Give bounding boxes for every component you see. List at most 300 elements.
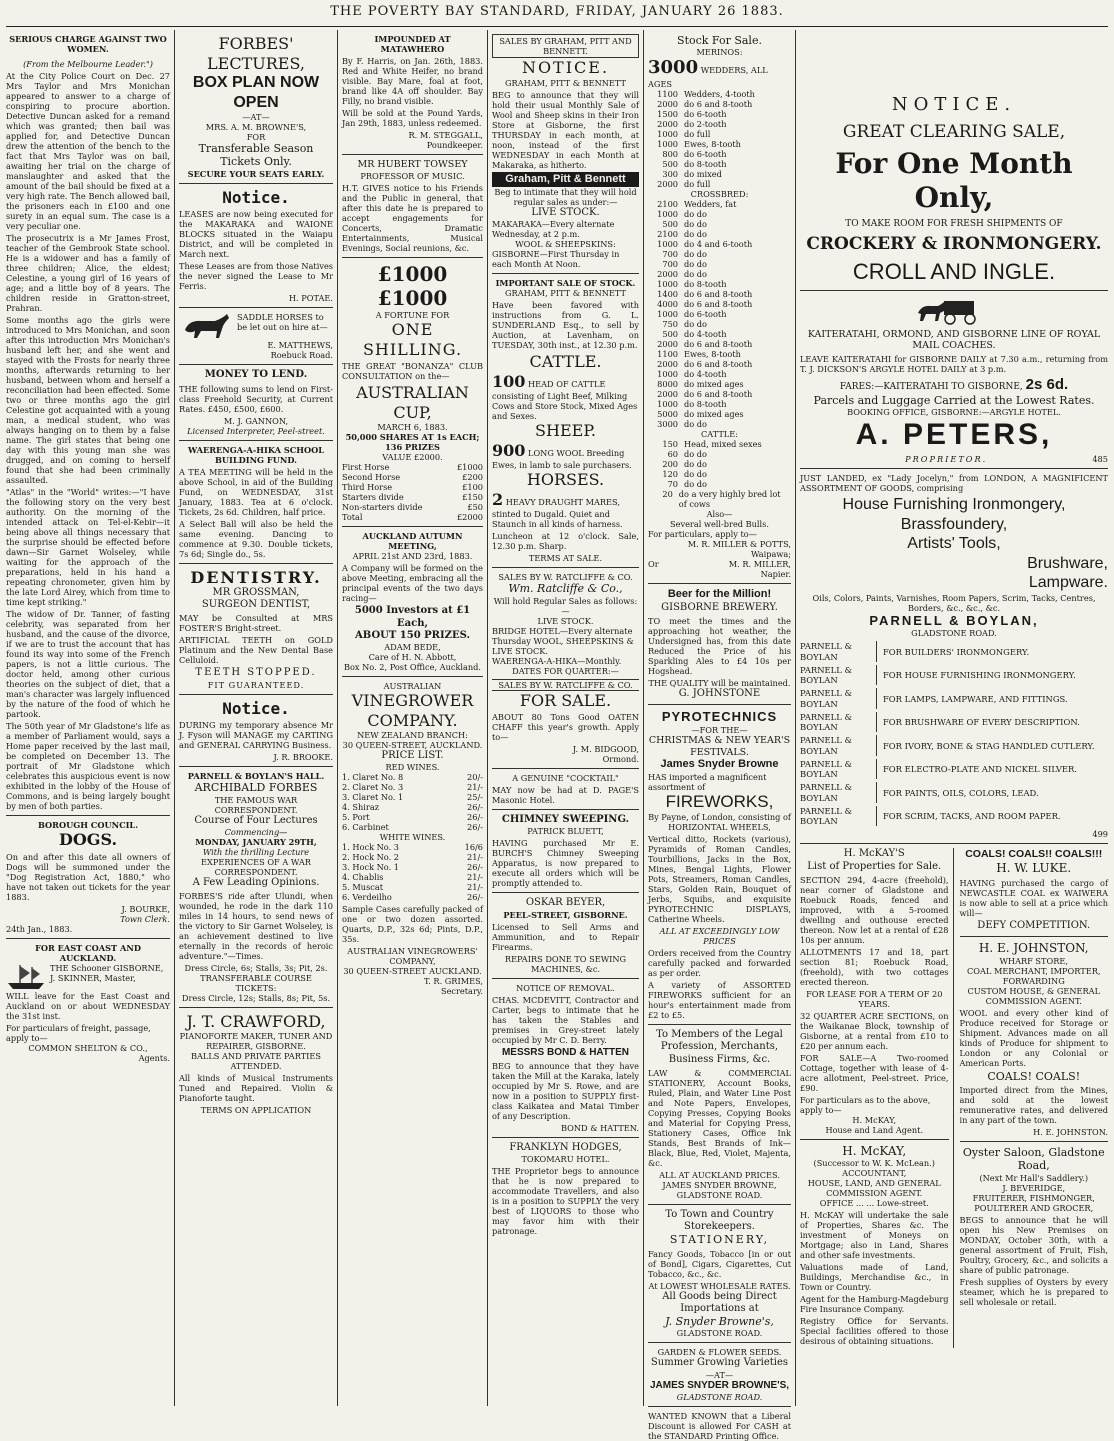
stock-table (648, 199, 791, 429)
stock-row (648, 89, 791, 99)
ad-text: Will hold Regular Sales as follows:— (493, 595, 638, 616)
divider (179, 1007, 333, 1008)
ad-title: VINEGROWER COMPANY. (351, 690, 474, 730)
stock-row (648, 229, 791, 239)
divider (342, 154, 483, 155)
wine-list (342, 772, 483, 832)
ad-text: FIT GUARANTEED. (207, 679, 305, 690)
product-line: FOR SCRIM, TACKS, AND ROOM PAPER. (883, 811, 1061, 822)
ad-text: A Select Ball will also be held the same evening. Dancing to commence at 9.30. Double tickets, 7s 6d; Single do., 5s. (179, 518, 333, 559)
stock-count: 1000 (657, 279, 678, 290)
ad-text: FOR SALE—A Two-roomed Cottage, together with lease of 4-acre allotment, Peel-street. Price, £90. (800, 1052, 949, 1093)
ad-text: HEAD OF CATTLE consisting of Light Beef, Milking Cows and Store Stock, Mixed Ages and Sexes. (492, 378, 638, 422)
ad-title: SALES BY W. RATCLIFFE & CO. (492, 679, 639, 691)
wine-row-label: 6. Carbinet (342, 822, 389, 833)
stock-count: 500 (662, 159, 678, 170)
address: GLADSTONE ROAD. (911, 628, 997, 639)
stock-count: 2100 (657, 229, 678, 240)
ad-text: THE Proprietor begs to announce that he is now prepared to accommodate Travellers, and also is in a position to SUPPLY the very best of LIQUORS to those who may favor him with their patronage. (492, 1165, 639, 1236)
prize-row-value: £100 (462, 482, 483, 493)
ad-text: GISBORNE—First Thursday in each Month At Noon. (492, 249, 620, 270)
wine-row-value: 26/- (467, 892, 483, 903)
signature: E. MATTHEWS, (267, 340, 333, 351)
stock-desc: do do (684, 479, 707, 490)
stock-desc: Wedders, 4-tooth (684, 89, 755, 100)
ad-text: PEEL-STREET, GISBORNE. (503, 909, 628, 920)
stock-desc: do do (684, 259, 707, 270)
ad-text: DATES FOR QUARTER:— (512, 665, 619, 676)
stock-count: 700 (662, 259, 678, 270)
ad-text: A TEA MEETING will be held in the above School, in aid of the Building Fund, on WEDNESDAY, 31st January, 1883. Tea at 6 o'clock. Tickets, 2s 6d. Children, half price. (179, 466, 333, 517)
ad-title: COALS! COALS!! COALS!!! (965, 848, 1103, 861)
ad-title: J. Snyder Browne's, (665, 1315, 774, 1329)
ad-title: Oyster Saloon, Gladstone Road, (962, 1146, 1105, 1173)
notice-text: On and after this date all owners of Dogs will be summoned under the "Dog Registration Act, 1880," who have not taken out tickets for the year 1883. (6, 851, 170, 902)
ad-title: SALES BY GRAHAM, PITT AND BENNETT. (492, 34, 639, 58)
ad-text: CATTLE: (701, 429, 738, 440)
fare-value: 2s 6d. (1025, 375, 1069, 393)
ad-text: CUSTOM HOUSE, & GENERAL COMMISSION AGENT. (967, 985, 1101, 1006)
stock-row (648, 449, 791, 459)
prize-row-label: First Horse (342, 462, 390, 473)
ad-text: Valuations made of Land, Buildings, Merchandise &c., in Town or Country. (800, 1262, 949, 1293)
ad-text: —AT— (242, 112, 270, 123)
signature: ADAM BEDE, (384, 641, 441, 652)
product-line: FOR ELECTRO-PLATE AND NICKEL SILVER. (883, 764, 1078, 775)
coals-column (960, 848, 1109, 1348)
stock-desc: do 6-tooth (684, 149, 727, 160)
ad-title: Brassfoundery, (900, 515, 1008, 533)
ad-text: AUSTRALIAN VINEGROWERS' COMPANY, (347, 946, 478, 967)
prize-row (342, 472, 483, 482)
ad-title: H. W. LUKE. (996, 861, 1072, 876)
stock-count: 1100 (657, 349, 678, 360)
stock-desc: Ewes, 8-tooth (684, 139, 741, 150)
address: GLADSTONE ROAD. (676, 1328, 763, 1339)
ad-text: TEETH STOPPED. (195, 667, 317, 679)
ad-text: WANTED KNOWN that a Liberal Discount is allowed For CASH at the STANDARD Printing Office. (648, 1410, 791, 1441)
stock-row (648, 489, 791, 509)
stock-desc: do mixed ages (684, 409, 744, 420)
section-title: FOR EAST COAST AND AUCKLAND. (35, 942, 141, 963)
stock-table (648, 89, 791, 189)
stock-desc: do 4-tooth (684, 329, 727, 340)
wine-row (342, 782, 483, 792)
product-row (800, 759, 1108, 780)
column-1 (6, 34, 170, 1404)
ad-text: HAVING purchased Mr E. BURCH'S Chimney Sweeping Apparatus, is now prepared to execute all orders which will be promptly attended to. (492, 838, 639, 889)
ad-text: By F. Harris, on Jan. 26th, 1883. Red and White Heifer, no brand visible. Bay Mare, foal at foot, brand like 4A off shoulder. Bay Filly, no brand visible. (342, 56, 483, 106)
ad-text: Licensed to Sell Arms and Ammunition, and to Repair Firearms. (492, 921, 639, 952)
ad-text: PIANOFORTE MAKER, TUNER AND REPAIRER, GISBORNE. (179, 1031, 333, 1052)
ad-title: SALES BY W. RATCLIFFE & CO. (498, 572, 633, 583)
column-5 (648, 34, 791, 1441)
article-paragraph: The prosecutrix is a Mr James Frost, teacher of the Gembrook State school. He is a widower and has a family of three children; Alice, the eldest; Celestine, a young girl of 16 years of age; and a little boy of 8 years. The children reside in Gratton-street, Prahran. (6, 233, 170, 313)
address: Napier. (760, 569, 791, 580)
divider (648, 1406, 791, 1407)
prize-row (342, 502, 483, 512)
ad-text: Also— (706, 509, 733, 520)
ad-text: A variety of ASSORTED FIREWORKS sufficient for an hour's entertainment made from £2 to £5. (648, 980, 791, 1021)
stock-desc: do 6 and 8-tooth (684, 299, 753, 310)
wine-row (342, 812, 483, 822)
stock-count: 2000 (657, 179, 678, 190)
ad-text: 32 QUARTER ACRE SECTIONS, on the Waikanae Block, township of Gisborne, at a rental from £10 to £20 per annum each. (800, 1010, 949, 1051)
ad-text: FOR LEASE FOR A TERM OF 20 YEARS. (806, 988, 943, 1009)
ad-text: Orders received from the Country carefully packed and forwarded as per order. (648, 948, 791, 979)
stock-row (648, 99, 791, 109)
stock-count: 1000 (657, 399, 678, 410)
ad-text: TO meet the times and the approaching hot weather, the Undersigned has, from this date Reduced the Price of his Sparkling Ales to £4 10s per Hogshead. (648, 615, 791, 676)
ad-text: GRAHAM, PITT & BENNETT (505, 77, 626, 88)
stock-count: 1000 (657, 369, 678, 380)
stock-count: 500 (662, 219, 678, 230)
product-vendor: PARNELL & BOYLAN (800, 735, 877, 756)
ad-text: Imported direct from the Mines, and sold at the lowest remunerative rates, and delivered in any part of the town. (959, 1085, 1108, 1126)
prize-row (342, 462, 483, 472)
divider (492, 567, 639, 568)
ad-title: Wm. Ratcliffe & Co., (508, 582, 623, 596)
divider (179, 364, 333, 365)
signature: T. R. GRIMES, (423, 976, 483, 987)
stock-count: 5000 (657, 409, 678, 420)
divider (179, 183, 333, 184)
stock-desc: do do (684, 209, 707, 220)
ad-title: IMPOUNDED AT MATAWHERO (374, 34, 451, 54)
ad-number: 499 (1092, 829, 1108, 840)
ad-text: HAVING purchased the cargo of NEWCASTLE COAL ex WAIWERA is now able to sell at a price which will— (959, 877, 1108, 918)
article-paragraph: Some months ago the girls were introduced to Mrs Monichan, and soon after this introduction Mrs Monichan's husband left her, and she went and stayed with the Frosts for nearly three months, afterwards returning to her husband, between whom and herself a reconciliation had been effected. Some two or three months ago the girl Celestine got acquainted with a young man, a medical student, who was always hanging on to them by a false name. The girl states that being one day with this young man she was drugged, and on coming to herself found that she had been criminally assaulted. (6, 315, 170, 485)
ad-text: VALUE £2000. (382, 452, 443, 463)
prize-row-value: £2000 (456, 512, 483, 523)
stock-count: 1000 (657, 129, 678, 140)
stock-row (648, 409, 791, 419)
product-vendor: PARNELL & BOYLAN (800, 641, 877, 662)
stock-desc: do 6 and 8-tooth (684, 99, 753, 110)
stock-desc: do full (684, 129, 711, 140)
ad-text: Or (648, 559, 659, 570)
wine-row-label: 3. Hock No. 1 (342, 862, 399, 873)
stock-count: 2000 (657, 339, 678, 350)
divider (960, 1141, 1109, 1142)
ad-text: With the thrilling Lecture (202, 846, 310, 857)
ad-title: OSKAR BEYER, (525, 897, 606, 909)
ad-title: GISBORNE BREWERY. (661, 601, 778, 613)
article-paragraph: The widow of Dr. Tanner, of fasting celebrity, was separated from her husband, and the cause of the divorce, if we are to trust the account that has found its way into some of the French papers, is not a little curious. The doctor held, among other curious theories on the subject of diet, that a man's character was largely influenced by the nature of the food of which he partook. (6, 609, 170, 719)
ad-text: BOOKING OFFICE, GISBORNE:—ARGYLE HOTEL. (847, 407, 1061, 418)
wine-row (342, 802, 483, 812)
stock-row (648, 309, 791, 319)
column-divider (487, 30, 488, 1406)
address: GLADSTONE ROAD. (676, 1189, 763, 1200)
ad-text: WAERENGA-A-HIKA—Monthly. (492, 655, 622, 666)
stock-count: 2000 (657, 269, 678, 280)
wine-row-value: 25/- (467, 792, 483, 803)
ship-master: J. SKINNER, Master, (50, 972, 136, 983)
ad-title: NOTICE. (891, 94, 1017, 115)
stock-row (648, 259, 791, 269)
ad-title: £1000 £1000 (377, 261, 448, 310)
ad-subtitle: BOX PLAN NOW OPEN (192, 74, 320, 111)
signature-role: Licensed Interpreter, Peel-street. (187, 425, 325, 436)
stock-count: 750 (662, 319, 678, 330)
ad-title: List of Properties for Sale. (807, 860, 942, 872)
stock-desc: do 2-tooth (684, 119, 727, 130)
ad-text: A Few Leading Opinions. (192, 876, 320, 888)
stock-desc: do do (684, 419, 707, 430)
stock-count: 150 (662, 439, 678, 450)
signature: BOND & HATTEN. (560, 1122, 639, 1133)
ad-title: H. McKAY'S (843, 848, 905, 860)
divider (179, 440, 333, 441)
prize-row-label: Starters divide (342, 492, 404, 503)
ad-text: All kinds of Musical Instruments Tuned and Repaired. Violin & Pianoforte taught. (179, 1073, 333, 1104)
ad-text: 5000 Investors at £1 Each, (354, 605, 471, 629)
wine-row (342, 842, 483, 852)
ad-text: WEDDERS, ALL AGES (648, 65, 768, 90)
ad-title: GARDEN & FLOWER SEEDS. (657, 1347, 782, 1358)
ad-number: 485 (1092, 453, 1108, 464)
divider (800, 290, 1108, 291)
stock-desc: do a very highly bred lot of cows (678, 489, 781, 510)
stock-desc: do full (684, 179, 711, 190)
article-heading: SERIOUS CHARGE AGAINST TWO WOMEN. (9, 34, 167, 54)
ad-text: At LOWEST WHOLESALE RATES. (648, 1280, 791, 1291)
ad-text: Fresh supplies of Oysters by every steamer, which he is prepared to sell wholesale or retail. (959, 1276, 1108, 1307)
wine-row-label: 4. Chablis (342, 872, 384, 883)
signature: M. J. GANNON, (223, 415, 289, 426)
ad-text: HORIZONTAL WHEELS, (668, 822, 771, 833)
ad-title: WAERENGA-A-HIKA SCHOOL BUILDING FUND. (187, 444, 325, 465)
divider (800, 843, 1108, 844)
stock-count: 1000 (657, 239, 678, 250)
ad-text: For particulars, apply to— (648, 529, 757, 540)
stock-count: 1400 (657, 289, 678, 300)
ad-title: House Furnishing Ironmongery, (842, 495, 1066, 513)
masthead-rule (6, 26, 1108, 27)
ad-title: For One Month Only, (835, 146, 1073, 214)
ad-text: LEAVE KAITERATAHI for GISBORNE DAILY at 7.30 a.m., returning from T. J. DICKSON'S ARGYLE HOTEL DAILY at 3 p.m. (800, 353, 1108, 374)
wine-row-value: 21/- (467, 852, 483, 863)
address: Roebuck Road. (270, 350, 333, 361)
stock-row (648, 459, 791, 469)
ad-text: FARES:—KAITERATAHI TO GISBORNE, (839, 381, 1023, 392)
ad-text: PATRICK BLUETT, (527, 826, 604, 837)
wine-row (342, 892, 483, 902)
stock-row (648, 479, 791, 489)
product-row (800, 782, 1108, 803)
count: 3000 (648, 57, 699, 79)
ad-text: Agent for the Hamburg-Magdeburg Fire Insurance Company. (800, 1294, 949, 1315)
wine-row-value: 26/- (467, 802, 483, 813)
signature: J. M. BIDGOOD, (572, 744, 639, 755)
agent-label: Agents. (138, 1052, 170, 1063)
ad-text: MARCH 6, 1883. (377, 422, 448, 433)
stock-row (648, 359, 791, 369)
stock-desc: do 6-tooth (684, 109, 727, 120)
column-divider (795, 30, 796, 1406)
prize-table (342, 462, 483, 522)
stock-desc: do mixed ages (684, 379, 744, 390)
ad-text: Several well-bred Bulls. (670, 519, 769, 530)
stock-desc: do do (684, 249, 707, 260)
ad-text: SECTION 294, 4-acre (freehold), near corner of Gladstone and Roebuck Roads, fenced and improved, with a 5-roomed dwelling and outhouse erected thereon. Now let at a rental of £28 10s per annum. (800, 874, 949, 945)
ad-text: OFFICE ... ... Lowe-street. (819, 1198, 929, 1209)
ad-text: Course of Four Lectures (194, 814, 318, 826)
address: Ormond. (602, 754, 639, 765)
wine-row-label: 6. Verdeilho (342, 892, 392, 903)
ad-title: Summer Growing Varieties (650, 1357, 789, 1369)
ad-text: MERINOS: (696, 47, 743, 58)
signature: H. POTAE. (288, 293, 333, 304)
ad-title: NOTICE. (521, 58, 610, 77)
ad-text: LEASES are now being executed for the MAKARAKA and WAIONE BLOCKS situated in the Waiapu District, and will be completed in March next. (179, 209, 333, 260)
ad-text: CROSSBRED: (690, 189, 749, 200)
ad-title: FRANKLYN HODGES, (509, 1141, 622, 1153)
stock-row (648, 199, 791, 209)
stock-row (648, 419, 791, 429)
ad-text: MAY be Consulted at MRS FOSTER'S Bright-street. (179, 613, 333, 634)
ad-text: JUST LANDED, ex "Lady Jocelyn," from LONDON, A MAGNIFICENT ASSORTMENT OF GOODS, comprising (800, 472, 1108, 493)
ad-title: PRICE LIST. (381, 750, 444, 762)
stock-desc: do do (684, 459, 707, 470)
ad-title: CATTLE. (529, 352, 602, 372)
signature: H. McKAY, (852, 1114, 897, 1125)
ad-title: Beer for the Million! (667, 588, 772, 601)
signature: J. R. BROOKE. (273, 752, 333, 763)
ad-text: —FOR THE— (691, 725, 748, 735)
wine-row (342, 882, 483, 892)
article-paragraph: "Atlas" in the "World" writes:—"I have the following story on the very best authority. On the morning of the intended attack on Tel-el-Kebir—it being above all things necessary that the surprise should be effected before dawn—Sir Garnet Wolseley, while waiting for the approach of the preparations, held in his hand a repeating chronometer, given him by the late Lord Airey, which from time to time kept striking." (6, 487, 170, 607)
stock-desc: do do (684, 219, 707, 230)
stock-row (648, 279, 791, 289)
stock-row (648, 179, 791, 189)
wine-row-value: 26/- (467, 822, 483, 833)
ad-title: CROLL AND INGLE. (852, 258, 1056, 284)
divider (492, 1137, 639, 1138)
stock-count: 4000 (657, 299, 678, 310)
ad-text: COAL MERCHANT, IMPORTER, (967, 965, 1101, 976)
stock-desc: do 6 and 8-tooth (684, 289, 753, 300)
ad-text: THE FAMOUS WAR CORRESPONDENT. (214, 794, 298, 815)
ad-text: BEG to announce that they have taken the Mill at the Karaka, lately occupied by Mr S. Rowe, and are now in a position to SUPPLY first-class Kaikatea and Matai Timber of any Description. (492, 1060, 639, 1121)
ad-text: WHITE WINES. (379, 832, 446, 843)
ad-text: BRIDGE HOTEL—Every alternate Thursday WOOL, SHEEPSKINS & LIVE STOCK. (492, 625, 634, 656)
wine-row-label: 3. Claret No. 1 (342, 792, 404, 803)
mckay-column (800, 848, 954, 1348)
stock-row (648, 119, 791, 129)
stock-count: 1000 (657, 139, 678, 150)
divider (179, 766, 333, 767)
ad-text: REPAIRS DONE TO SEWING MACHINES, &c. (504, 953, 627, 974)
ad-text: ALL AT EXCEEDINGLY LOW PRICES (659, 926, 780, 947)
stock-count: 2100 (657, 199, 678, 210)
ad-text: Beg to intimate that they will hold regular sales as under:— (494, 186, 637, 207)
ad-title: Lampware. (1028, 574, 1108, 592)
wine-row-value: 21/- (467, 782, 483, 793)
ad-text: ARCHIBALD FORBES (194, 781, 318, 795)
ad-title: J. T. CRAWFORD, (186, 1011, 326, 1031)
prize-row-value: £150 (462, 492, 483, 503)
stock-row (648, 149, 791, 159)
ad-text: ALL AT AUCKLAND PRICES. (659, 1169, 780, 1180)
section-title: DOGS. (58, 830, 118, 849)
wine-row-label: 4. Shiraz (342, 802, 380, 813)
signature: M. R. MILLER & POTTS, (687, 539, 791, 550)
wine-list (342, 842, 483, 902)
ad-text: Transferable Season Tickets Only. (198, 142, 314, 169)
ad-title: Artists' Tools, (907, 535, 1001, 553)
stock-count: 2000 (657, 119, 678, 130)
ad-text: MAY now be had at D. PAGE'S Masonic Hotel. (492, 785, 639, 806)
product-vendor: PARNELL & BOYLAN (800, 806, 877, 827)
stock-desc: do 8-tooth (684, 159, 727, 170)
stock-desc: do do (684, 469, 707, 480)
ad-title: IMPORTANT SALE OF STOCK. (495, 278, 636, 289)
count: 2 (492, 489, 504, 509)
wine-row (342, 862, 483, 872)
product-vendor: PARNELL & BOYLAN (800, 712, 877, 733)
product-row (800, 806, 1108, 827)
ad-text: WHARF STORE, (999, 955, 1068, 966)
count: 900 (492, 440, 526, 460)
ad-title: STATIONERY, (669, 1233, 770, 1247)
ad-text: Care of H. N. Abbott, (368, 651, 457, 662)
prize-row-value: £1000 (456, 462, 483, 473)
column-divider (337, 30, 338, 1406)
divider (648, 1024, 791, 1025)
ad-text: LIVE STOCK. (537, 615, 594, 626)
stock-row (648, 159, 791, 169)
stock-desc: do 6 and 8-tooth (684, 359, 753, 370)
stock-count: 1100 (657, 89, 678, 100)
stock-desc: do do (684, 449, 707, 460)
ad-text: TOKOMARU HOTEL. (521, 1153, 610, 1164)
ad-title: AUSTRALIAN CUP, (356, 383, 469, 422)
wine-row-label: 2. Claret No. 3 (342, 782, 404, 793)
ad-text: LIVE STOCK. (531, 206, 600, 218)
stock-count: 70 (667, 479, 678, 490)
ad-text: H.T. GIVES notice to his Friends and the Public in general, that after this date he is prepared to accept engagements for Concerts, Dramatic Entertainments, Musical Evenings, Social reunions, &c. (342, 182, 483, 253)
stock-row (648, 129, 791, 139)
ad-text: PROFESSOR OF MUSIC. (360, 170, 465, 181)
ad-title: COALS! COALS! (987, 1069, 1081, 1083)
stock-count: 1500 (657, 109, 678, 120)
article-paragraph: At the City Police Court on Dec. 27 Mrs Taylor and Mrs Monichan appeared to answer to a charge of conspiring to procure abortion. Detective Duncan asked for a remand which was granted; then bail was applied for, and Detective Duncan drew the attention of the bench to the fact that Mrs Taylor was on bail, awaiting her trial on the charge of manslaughter and asked that the amount of the bail should be fixed at a very high rate. The Bench allowed bail, the prisoners each in £100 and one surety in an equal sum. The case is a very peculiar one. (6, 71, 170, 231)
stock-row (648, 329, 791, 339)
divider (492, 809, 639, 810)
product-vendor: PARNELL & BOYLAN (800, 782, 877, 803)
stock-count: 120 (662, 469, 678, 480)
ad-text: MRS. A. M. BROWNE'S, (205, 122, 307, 133)
stock-count: 1000 (657, 309, 678, 320)
ad-text: LAW & COMMERCIAL STATIONERY, Account Books, Ruled, Plain, and Water Line Post and Note Papers, Envelopes, Copying Presses, Copying Books and Material for Copying Press, Stationery Cases, Office Ink Stands, Best Brands of Ink—Black, Blue, Red, Violet, Majenta, &c. (648, 1067, 791, 1168)
ad-text: WOOL and every other kind of Produce received for Storage or Shipment. Advances made on all kinds of Produce for shipment to London or any Colonial or American Ports. (959, 1007, 1108, 1068)
stock-desc: do do (684, 319, 707, 330)
stock-count: 20 (662, 489, 673, 500)
ad-text: FORWARDING (1002, 975, 1065, 986)
divider (179, 307, 333, 308)
ad-text: Have been favored with instructions from G. L. SUNDERLAND Esq., to sell by Auction, at Lavenham, on TUESDAY, 30th inst., at 12.30 p.m. (492, 300, 639, 351)
ad-text: MAKARAKA—Every alternate Wednesday, at 2 p.m. (492, 219, 615, 240)
ad-text: ABOUT 150 PRIZES. (355, 629, 470, 641)
prize-row-value: £200 (462, 472, 483, 483)
product-list (800, 641, 1108, 826)
divider (6, 938, 170, 939)
stock-desc: do do (684, 229, 707, 240)
ad-text: WOOL & SHEEPSKINS: (515, 239, 616, 250)
ad-text: (Successor to W. K. McLean.) (813, 1158, 935, 1169)
